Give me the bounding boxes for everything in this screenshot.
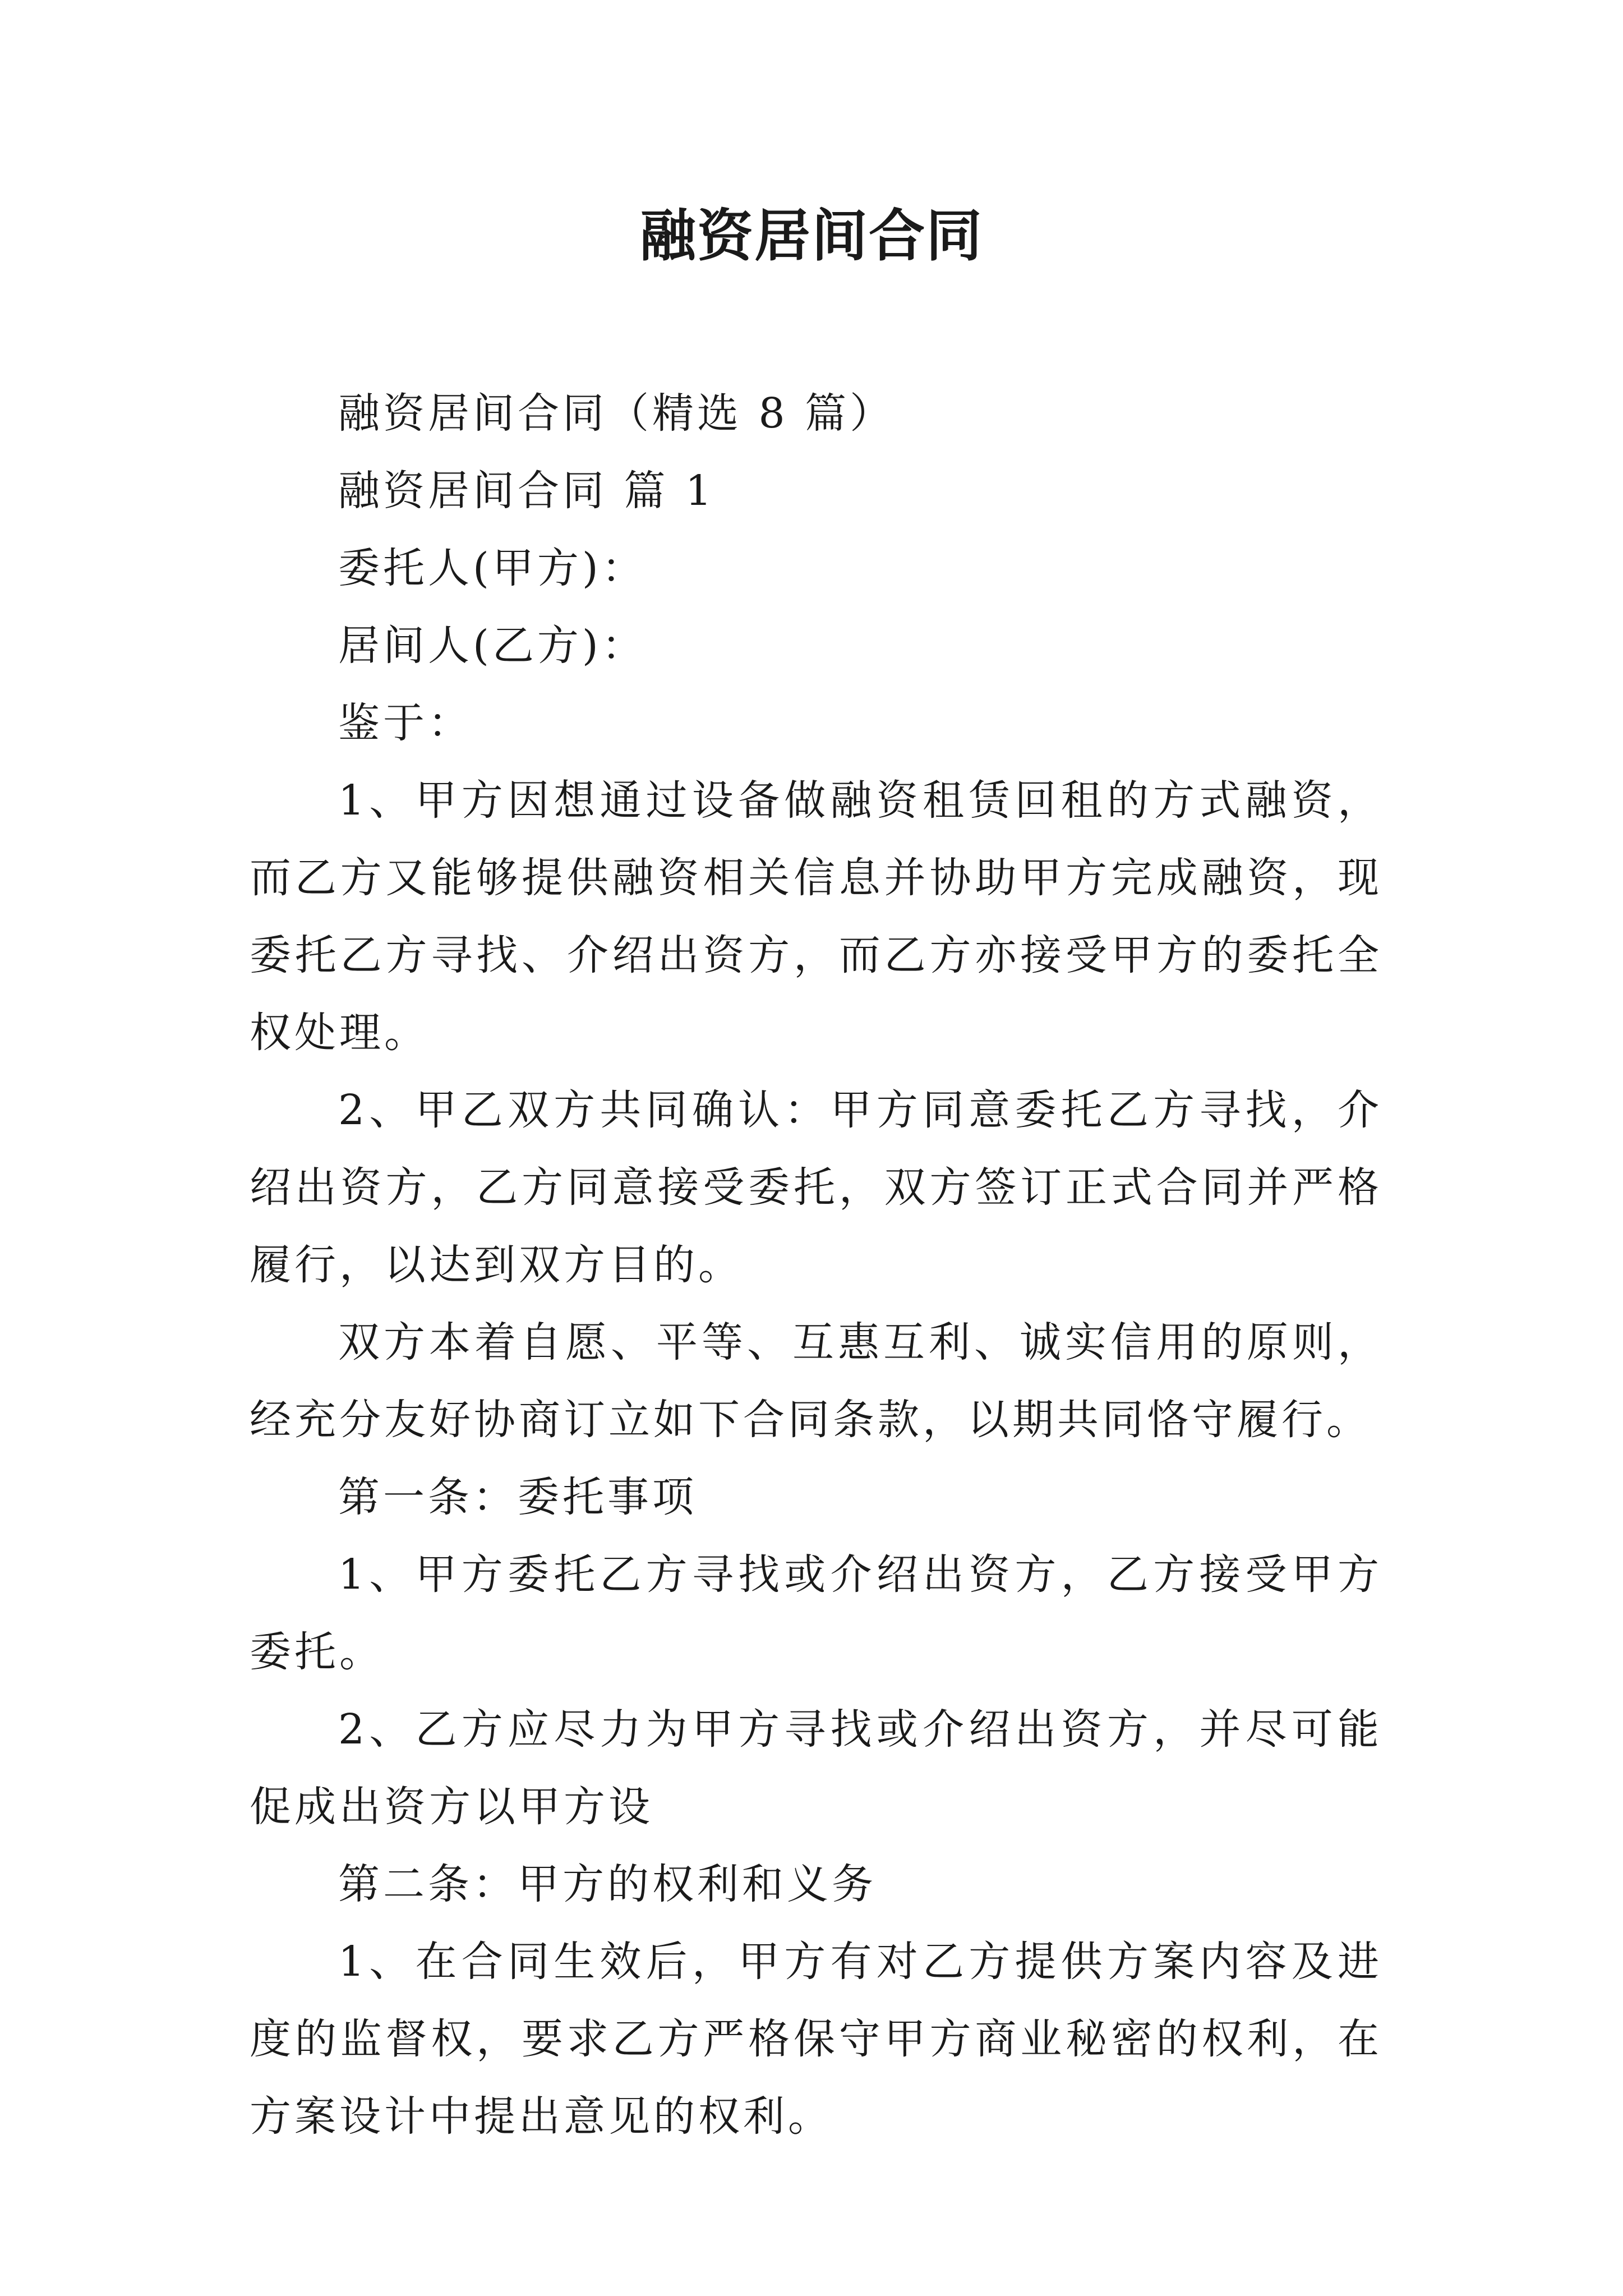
document-body [250, 375, 1382, 2155]
paragraph-whereas: 鉴于： [338, 699, 473, 747]
paragraph-recital-2: 2、甲乙双方共同确认：甲方同意委托乙方寻找，介绍出资方，乙方同意接受委托，双方签订正式合同并严格履行，以达到双方目的。 [250, 1086, 1382, 1289]
paragraph-article-2-heading: 第二条：甲方的权利和义务 [338, 1860, 877, 1908]
paragraph-principles: 双方本着自愿、平等、互惠互利、诚实信用的原则，经充分友好协商订立如下合同条款，以期共同恪守履行。 [250, 1318, 1382, 1444]
paragraph-recital-1: 1、甲方因想通过设备做融资租赁回租的方式融资，而乙方又能够提供融资相关信息并协助甲方完成融资，现委托乙方寻找、介绍出资方，而乙方亦接受甲方的委托全权处理。 [250, 776, 1382, 1057]
paragraph-article-1-item-1: 1、甲方委托乙方寻找或介绍出资方，乙方接受甲方委托。 [250, 1550, 1382, 1676]
paragraph-article-1-item-2: 2、乙方应尽力为甲方寻找或介绍出资方，并尽可能促成出资方以甲方设 [250, 1705, 1382, 1831]
paragraph-subtitle: 融资居间合同（精选 8 篇） [338, 389, 895, 438]
paragraph-section-heading: 融资居间合同 篇 1 [338, 467, 716, 515]
paragraph-article-2-item-1: 1、在合同生效后，甲方有对乙方提供方案内容及进度的监督权，要求乙方严格保守甲方商业秘密的权利，在方案设计中提出意见的权利。 [250, 1938, 1382, 2141]
paragraph-article-1-heading: 第一条：委托事项 [338, 1473, 697, 1521]
document-title: 融资居间合同 [640, 203, 983, 269]
paragraph-party-a: 委托人(甲方)： [338, 544, 647, 592]
paragraph-party-b: 居间人(乙方)： [338, 622, 647, 670]
